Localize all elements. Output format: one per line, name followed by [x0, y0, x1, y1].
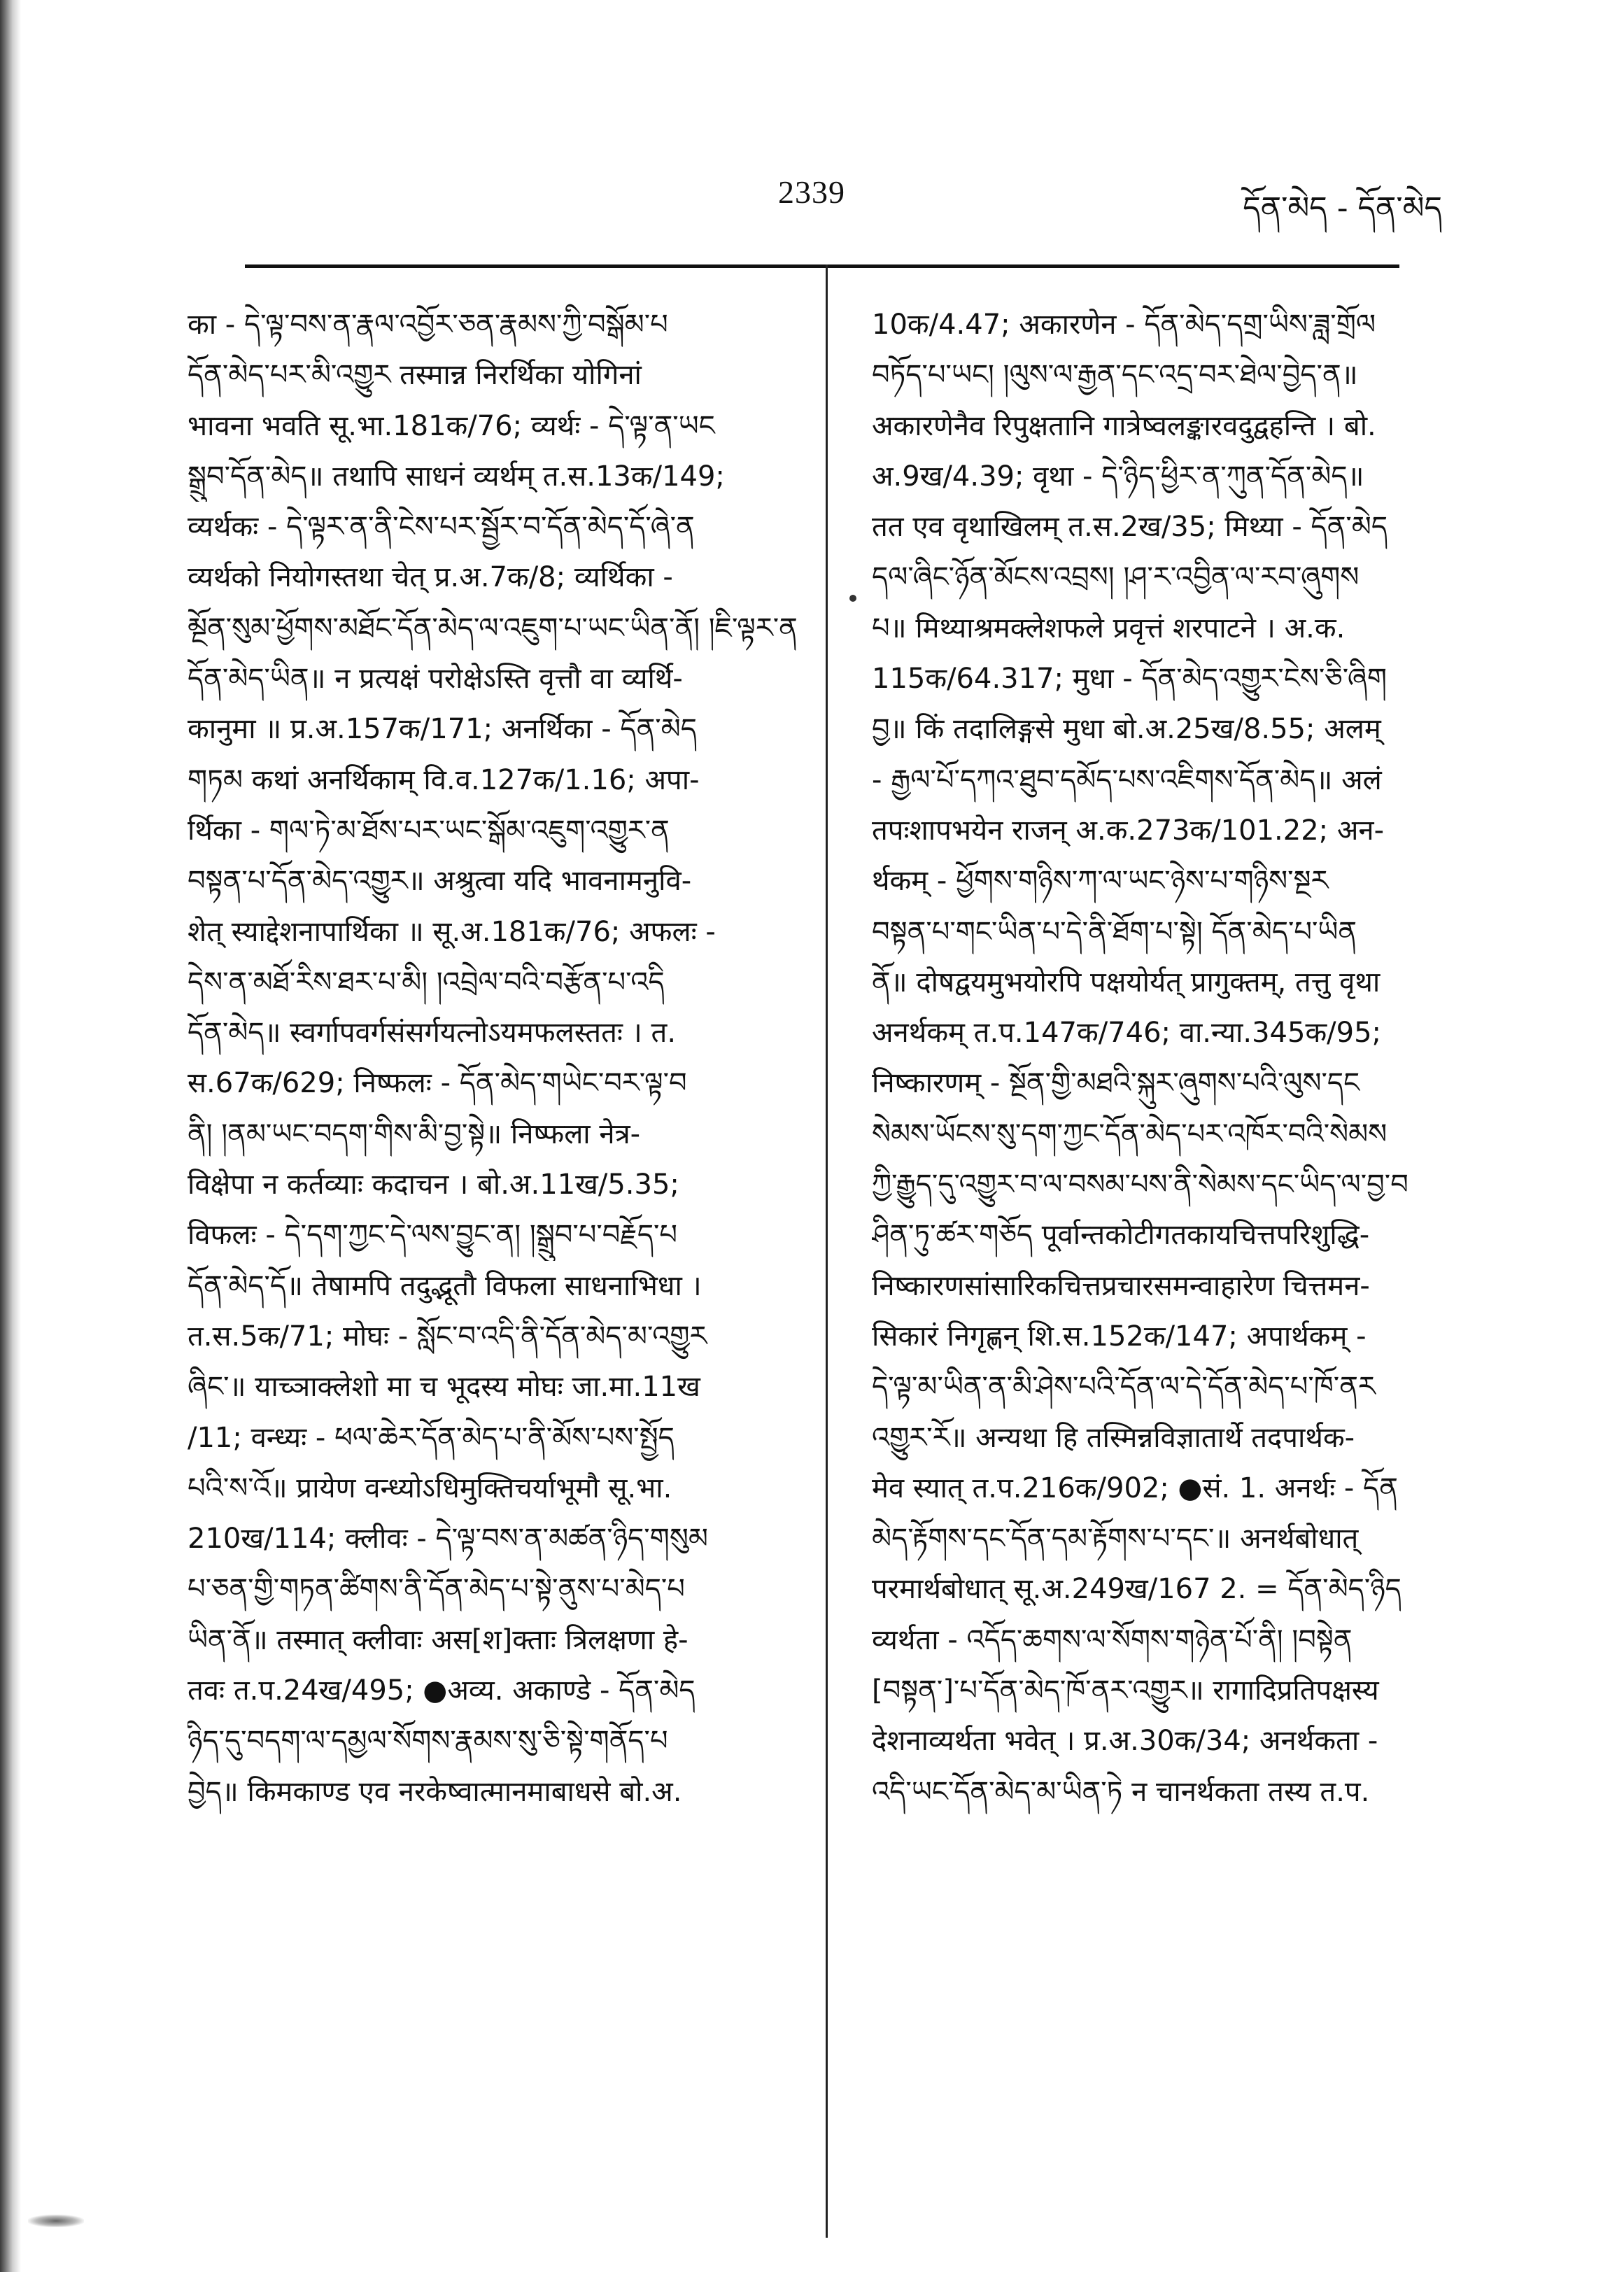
text-line: तपःशापभयेन राजन् अ.क.273क/101.22; अन-	[872, 814, 1385, 847]
text-line: ཞིང་॥ याच्ञाक्लेशो मा च भूदस्य मोघः जा.मा.11ख	[188, 1371, 700, 1404]
text-line: व्यर्थकः - དེ་ལྟར་ན་ནི་ངེས་པར་སྦྱོར་བ་དོན་མེད་དོ་ཞེ་ན	[188, 511, 695, 544]
text-line: तत एव वृथाखिलम् त.स.2ख/35; मिथ्या - དོན་མེད	[872, 511, 1388, 544]
text-line: देशनाव्यर्थता भवेत् । प्र.अ.30क/34; अनर्थकता -	[872, 1725, 1378, 1758]
text-line: 115क/64.317; मुधा - དོན་མེད་འགྱུར་ངེས་ཅི་ཞིག	[872, 663, 1388, 696]
text-line: བྱ॥ किं तदालिङ्गसे मुधा बो.अ.25ख/8.55; अलम्	[872, 713, 1381, 746]
scan-smudge	[28, 2215, 84, 2227]
left-column	[188, 299, 810, 1817]
text-line: མྔོན་སུམ་ཕྱོགས་མཐོང་དོན་མེད་ལ་འཇུག་པ་ཡང་ཡིན་ནོ། །ཇི་ལྟར་ན	[188, 612, 798, 644]
text-line: विक्षेपा न कर्तव्याः कदाचन । बो.अ.11ख/5.35;	[188, 1169, 679, 1201]
text-line: བཏོད་པ་ཡང། །ལུས་ལ་རྒྱན་དང་འདྲ་བར་ཐེལ་བྱེད་ན॥	[872, 359, 1358, 392]
text-line: भावना भवति सू.भा.181क/76; व्यर्थः - དེ་ལྟ་ན་ཡང	[188, 409, 715, 442]
text-line: सिकारं निगृह्णन् शि.स.152क/147; अपार्थकम् -	[872, 1320, 1367, 1353]
text-line: कानुमा ॥ प्र.अ.157क/171; अनर्थिका - དོན་མེད	[188, 713, 697, 746]
text-line: र्थकम् - ཕྱོགས་གཉིས་ཀ་ལ་ཡང་ཉེས་པ་གཉིས་སྔར	[872, 865, 1329, 898]
text-line: का - དེ་ལྟ་བས་ན་རྣལ་འབྱོར་ཅན་རྣམས་ཀྱི་བསྒོམ་པ	[188, 309, 668, 341]
text-line: པ॥ मिथ्याश्रमक्लेशफले प्रवृत्तं शरपाटने । अ.क.	[872, 612, 1346, 644]
text-line: निष्कारणम् - སྔོན་གྱི་མཐའི་སྐུར་ཞུགས་པའི་ལུས་དང	[872, 1067, 1360, 1100]
binding-edge	[0, 0, 21, 2272]
text-line: ཤིན་ཏུ་ཚར་གཅོད पूर्वान्तकोटीगतकायचित्तपरिशुद्धि-	[872, 1219, 1370, 1252]
text-line: པ་ཅན་གྱི་གཏན་ཚིགས་ནི་དོན་མེད་པ་སྟེ་ནུས་པ་མེད་པ	[188, 1573, 685, 1606]
text-line: མེད་རྟོགས་དང་དོན་དམ་རྟོགས་པ་དང་॥ अनर्थबोधात्	[872, 1523, 1359, 1555]
text-line: अकारणेनैव रिपुक्षतानि गात्रेष्वलङ्कारवदुद्वहन्ति । बो.	[872, 409, 1376, 442]
margin-mark	[849, 595, 856, 602]
text-line: ནི། །ནམ་ཡང་བདག་གིས་མི་བྱ་སྟེ॥ निष्फला नेत्र-	[188, 1117, 641, 1150]
text-line: དོན་མེད་དོ॥ तेषामपि तदुद्भूतौ विफला साधनाभिधा ।	[188, 1269, 702, 1302]
text-line: विफलः - དེ་དག་ཀྱང་དེ་ལས་བྱུང་ན། །སྒྲུབ་པ་བརྗོད་པ	[188, 1219, 678, 1252]
text-line: ནོ॥ दोषद्वयमुभयोरपि पक्षयोर्यत् प्रागुक्तम्, तत्तु वृथा	[872, 966, 1381, 999]
text-line: निष्कारणसांसारिकचित्तप्रचारसमन्वाहारेण चित्तमन-	[872, 1269, 1370, 1302]
text-line: དལ་ཞིང་ཉོན་མོངས་འབྲས། །ཤ་ར་འབྱིན་ལ་རབ་ཞུགས	[872, 561, 1360, 594]
text-line: བྱེད॥ किमकाण्ड एव नरकेष्वात्मानमाबाधसे बो.अ.	[188, 1775, 682, 1808]
text-line: स.67क/629; निष्फलः - དོན་མེད་གཡེང་བར་ལྟ་བ	[188, 1067, 687, 1100]
text-line: ཡིན་ནོ॥ तस्मात् क्लीवाः अस[श]क्ताः त्रिलक्षणा हे-	[188, 1623, 689, 1656]
text-line: གཏམ कथां अनर्थिकाम् वि.व.127क/1.16; अपा-	[188, 763, 700, 796]
text-line: तवः त.प.24ख/495; ●अव्य. अकाण्डे - དོན་མེད	[188, 1674, 696, 1707]
text-line: 210ख/114; क्लीवः - དེ་ལྟ་བས་ན་མཚན་ཉིད་གསུམ	[188, 1523, 708, 1555]
text-line: ཀྱི་རྒྱུད་དུ་འགྱུར་བ་ལ་བསམ་པས་ནི་སེམས་དང་ཡིད་ལ་བྱ་བ	[872, 1169, 1408, 1201]
text-line: व्यर्थको नियोगस्तथा चेत् प्र.अ.7क/8; व्यर्थिका -	[188, 561, 673, 594]
text-line: - རྒྱལ་པོ་དཀའ་ཐུབ་དམོད་པས་འཇིགས་དོན་མེད॥ अलं	[872, 763, 1382, 796]
running-head: དོན་མེད - དོན་མེད	[1243, 190, 1442, 226]
text-line: ཉིད་དུ་བདག་ལ་དམྱལ་སོགས་རྣམས་སུ་ཅི་སྟེ་གནོད་པ	[188, 1725, 668, 1758]
text-line: སྒྲུབ་དོན་མེད॥ तथापि साधनं व्यर्थम् त.स.13क/149;	[188, 460, 725, 493]
text-line: मेव स्यात् त.प.216क/902; ●सं. 1. अनर्थः - དོན	[872, 1472, 1398, 1504]
text-line: अ.9ख/4.39; वृथा - དེ་ཉིད་ཕྱིར་ན་ཀུན་དོན་མེད॥	[872, 460, 1364, 493]
right-column	[872, 299, 1495, 1817]
text-line: व्यर्थता - འདོད་ཆགས་ལ་སོགས་གཉེན་པོ་ནི། །བསྟེན	[872, 1623, 1353, 1656]
text-line: अनर्थकम् त.प.147क/746; वा.न्या.345क/95;	[872, 1017, 1382, 1050]
text-line: བསྟན་པ་གང་ཡིན་པ་དེ་ནི་ཐོག་པ་སྟེ། དོན་མེད་པ་ཡིན	[872, 915, 1357, 948]
text-line: འདི་ཡང་དོན་མེད་མ་ཡིན་ཏེ न चानर्थकता तस्य त.प.	[872, 1775, 1370, 1808]
text-line: त.स.5क/71; मोघः - སློང་བ་འདི་ནི་དོན་མེད་མ་འགྱུར	[188, 1320, 707, 1353]
text-line: परमार्थबोधात् सू.अ.249ख/167 2. = དོན་མེད་ཉིད	[872, 1573, 1401, 1606]
text-line: དོན་མེད་པར་མི་འགྱུར तस्मान्न निरर्थिका योगिनां	[188, 359, 642, 392]
text-line: སེམས་ཡོངས་སུ་དག་ཀྱང་དོན་མེད་པར་འཁོར་བའི་སེམས	[872, 1117, 1388, 1150]
header-rule	[245, 264, 1399, 268]
page-number: 2339	[778, 174, 845, 210]
text-line: /11; वन्ध्यः - ཕལ་ཆེར་དོན་མེད་པ་ནི་མོས་པས་སྤྱོད	[188, 1421, 675, 1454]
text-line: དོན་མེད་ཡིན॥ न प्रत्यक्षं परोक्षेऽस्ति वृत्तौ वा व्यर्थि-	[188, 663, 683, 696]
text-line: [བསྟན་]་པ་དོན་མེད་ཁོ་ནར་འགྱུར॥ रागादिप्रतिपक्षस्य	[872, 1674, 1379, 1707]
text-line: དེ་ལྟ་མ་ཡིན་ན་མི་ཤེས་པའི་དོན་ལ་དེ་དོན་མེད་པ་ཁོ་ནར	[872, 1371, 1376, 1404]
text-line: འགྱུར་རོ॥ अन्यथा हि तस्मिन्नविज्ञातार्थे तदपार्थक-	[872, 1421, 1355, 1454]
text-line: र्थिका - གལ་ཏེ་མ་ཐོས་པར་ཡང་སྒོམ་འཇུག་འགྱུར་ན	[188, 814, 670, 847]
text-line: བསྟན་པ་དོན་མེད་འགྱུར॥ अश्रुत्वा यदि भावनामनुवि-	[188, 865, 692, 898]
text-line: शेत् स्याद्देशनापार्थिका ॥ सू.अ.181क/76; अफलः -	[188, 915, 716, 948]
text-line: པའི་ས་འོ॥ प्रायेण वन्ध्योऽधिमुक्तिचर्याभूमौ सू.भा.	[188, 1472, 672, 1504]
column-divider	[826, 264, 828, 2238]
text-line: དོན་མེད॥ स्वर्गापवर्गसंसर्गयत्नोऽयमफलस्ततः । त.	[188, 1017, 677, 1050]
text-line: དེས་ན་མཐོ་རིས་ཐར་པ་མི། །འབྲེལ་བའི་བརྩོན་པ་འདི	[188, 966, 665, 999]
text-line: 10क/4.47; अकारणेन - དོན་མེད་དགྲ་ཡིས་ཟླ་གྲོལ	[872, 309, 1376, 341]
